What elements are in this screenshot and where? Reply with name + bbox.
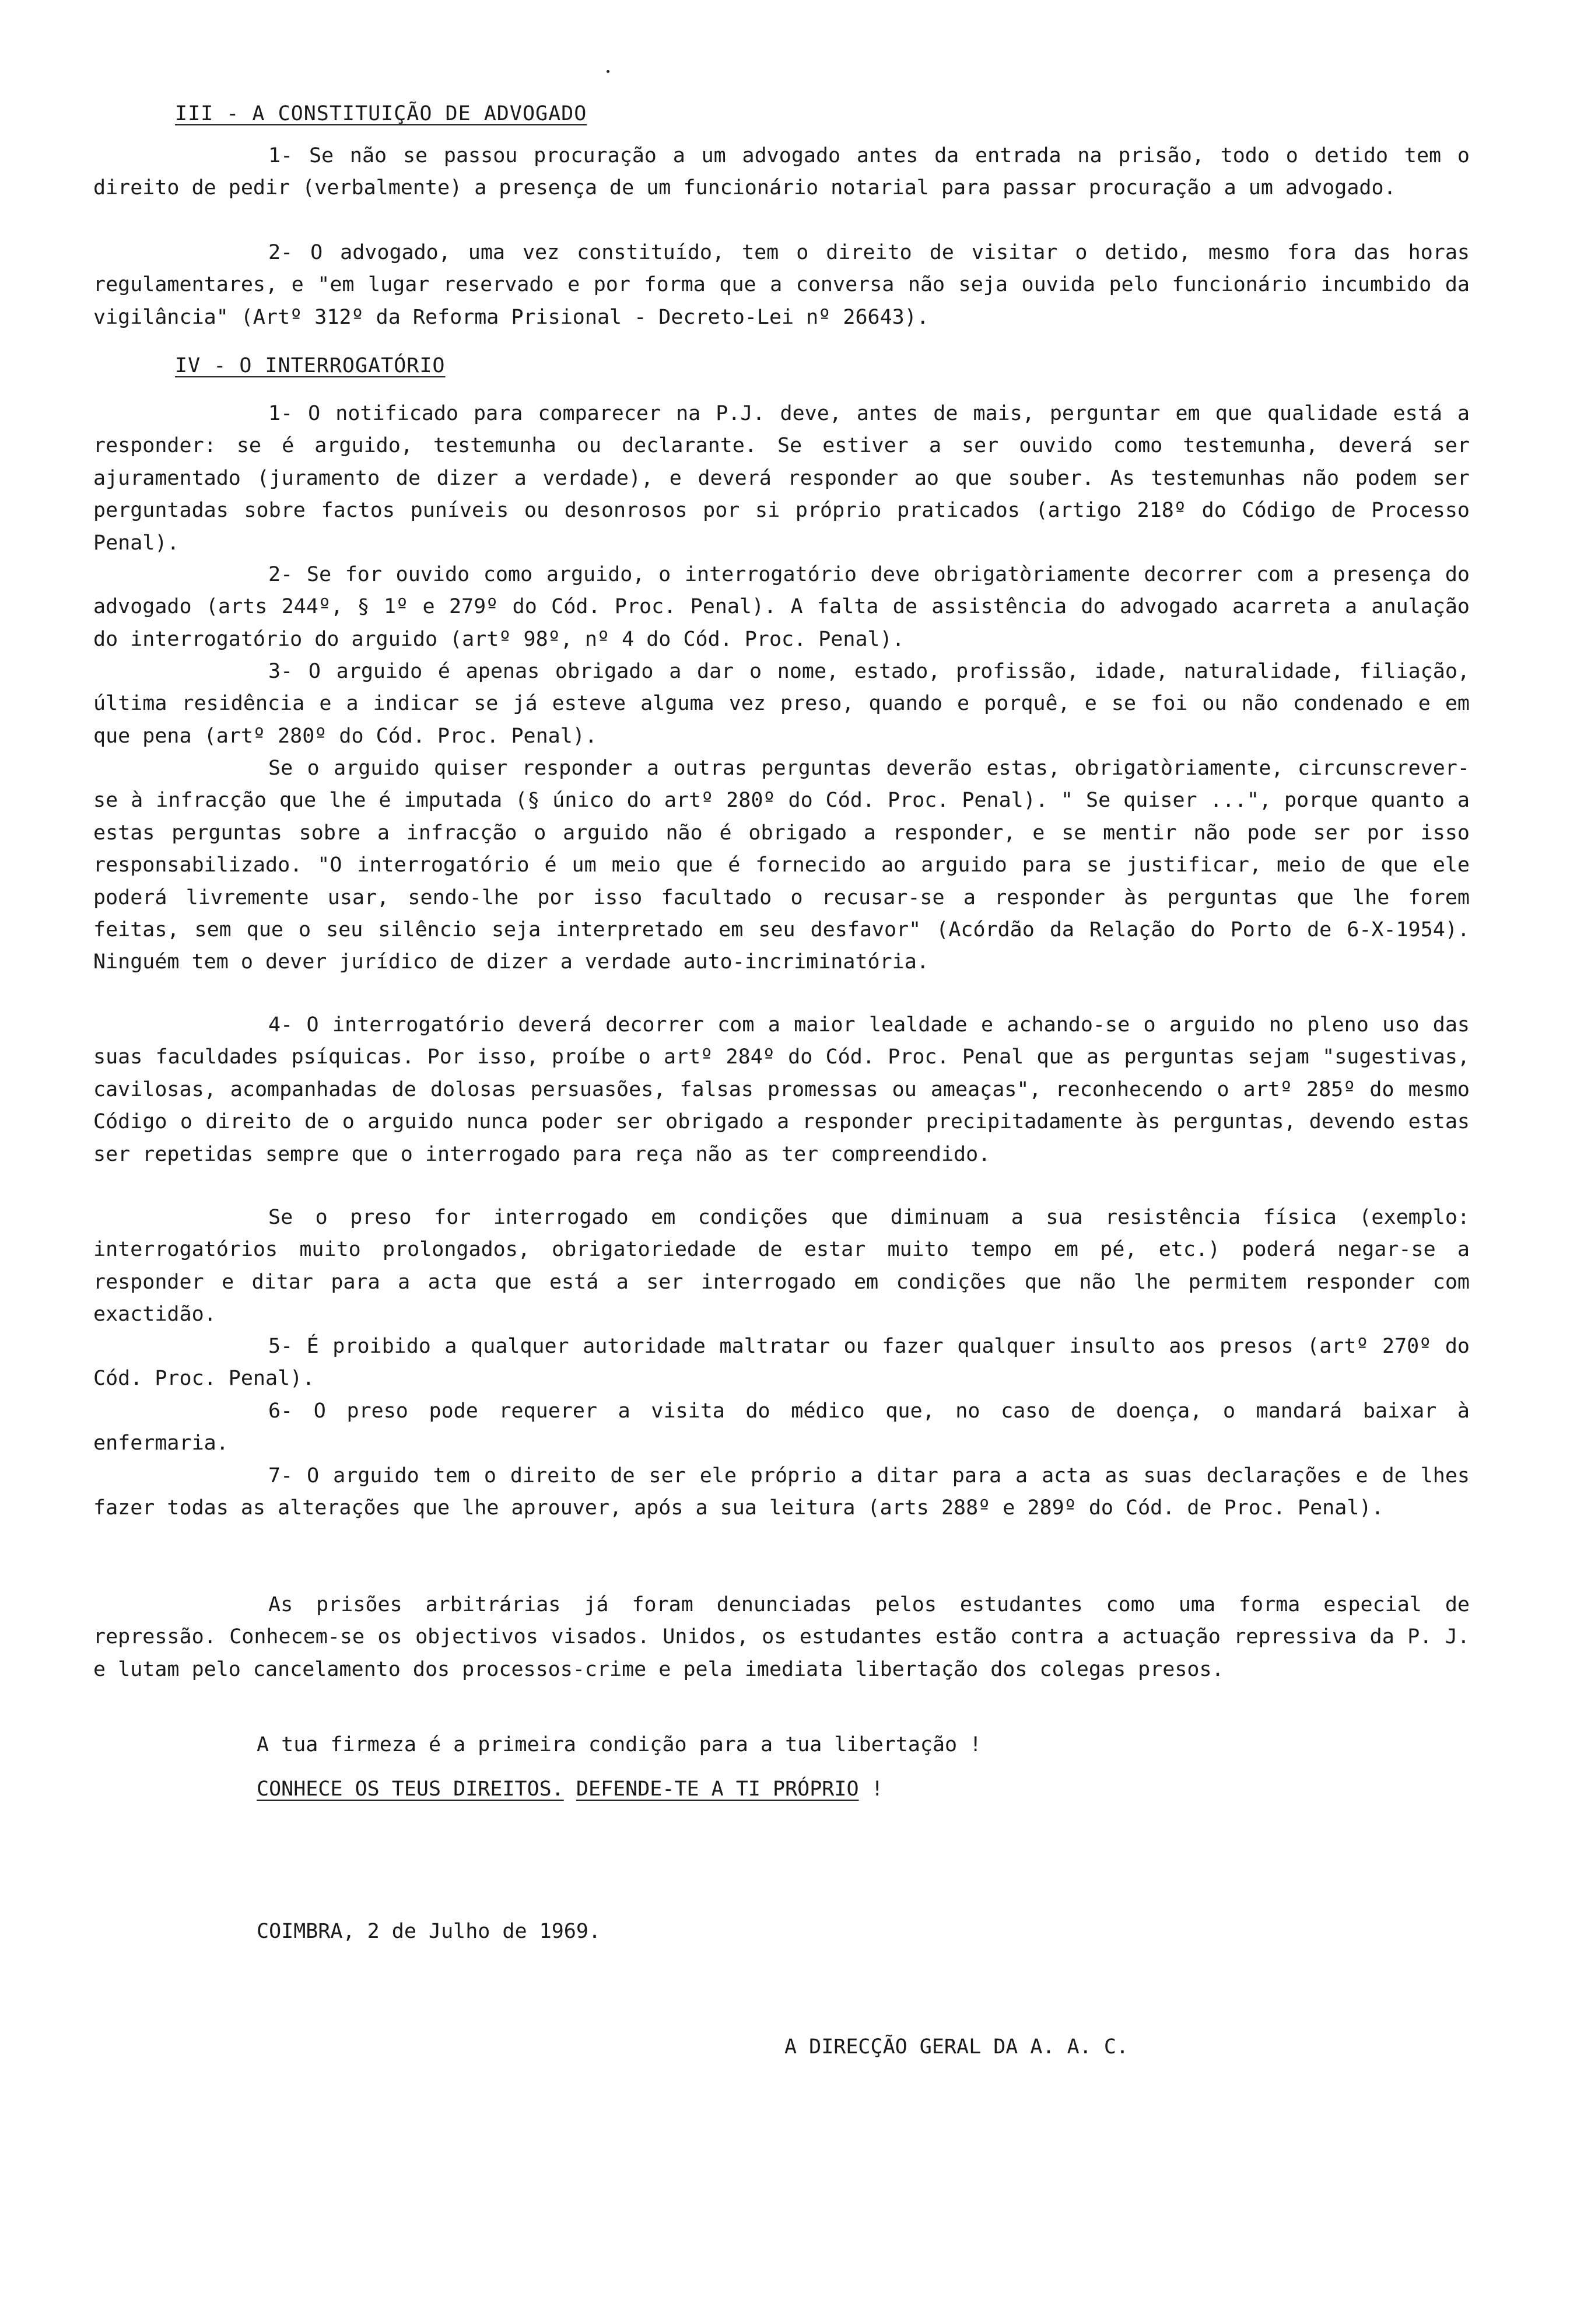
section-heading-interrogatorio (175, 350, 446, 382)
paragraph-4-3-continued: Se o arguido quiser responder a outras perguntas deverão estas, obrigatòriamente, circunscrever-se à infracção que lhe é imputada (§ único do artº 280º do Cód. Proc. Penal). " Se quiser ...", porque quanto a estas perguntas sobre a infracção o arguido não é obrigado a responder, e se mentir não pode ser por isso responsabilizado. "O interrogatório é um meio que é fornecido ao arguido para se justificar, meio de que ele poderá livremente usar, sendo-lhe por isso facultado o recusar-se a responder às perguntas que lhe forem feitas, sem que o seu silêncio seja interpretado em seu desfavor" (Acórdão da Relação do Porto de 6-X-1954). Ninguém tem o dever jurídico de dizer a verdade auto-incriminatória. (93, 757, 1470, 974)
paragraph-4-4: 4- O interrogatório deverá decorrer com a maior lealdade e achando-se o arguido no pleno uso das suas faculdades psíquicas. Por isso, proíbe o artº 284º do Cód. Proc. Penal que as perguntas sejam "sugestivas, cavilosas, acompanhadas de dolosas persuasões, falsas promessas ou ameaças", reconhecendo o artº 285º do mesmo Código o direito de o arguido nunca poder ser obrigado a responder precipitadamente às perguntas, devendo estas ser repetidas sempre que o interrogado para reça não as ter compreendido. (93, 1013, 1470, 1166)
paragraph-4-7: 7- O arguido tem o direito de ser ele próprio a ditar para a acta as suas declarações e de lhes fazer todas as alterações que lhe aprouver, após a sua leitura (arts 288º e 289º do Cód. de Proc. Penal). (93, 1464, 1470, 1520)
slogan-part-1: CONHECE OS TEUS DIREITOS. (257, 1777, 564, 1801)
paragraph-4-5: 5- É proibido a qualquer autoridade maltratar ou fazer qualquer insulto aos presos (artº 270º do Cód. Proc. Penal). (93, 1335, 1470, 1391)
paragraph-4-1: 1- O notificado para comparecer na P.J. deve, antes de mais, perguntar em que qualidade está a responder: se é arguido, testemunha ou declarante. Se estiver a ser ouvido como testemunha, deverá ser ajuramentado (juramento de dizer a verdade), e deverá responder ao que souber. As testemunhas não podem ser perguntadas sobre factos puníveis ou desonrosos por si próprio praticados (artigo 218º do Código de Processo Penal). (93, 402, 1470, 555)
slogan-exclamation: ! (871, 1777, 884, 1801)
paragraph-3-1: 1- Se não se passou procuração a um advogado antes da entrada na prisão, todo o detido tem o direito de pedir (verbalmente) a presença de um funcionário notarial para passar procuração a um advogado. (93, 144, 1470, 200)
paragraph-4-2: 2- Se for ouvido como arguido, o interrogatório deve obrigatòriamente decorrer com a presença do advogado (arts 244º, § 1º e 279º do Cód. Proc. Penal). A falta de assistência do advogado acarreta a anulação do interrogatório do arguido (artº 98º, nº 4 do Cód. Proc. Penal). (93, 563, 1470, 651)
slogan-line (257, 1773, 884, 1805)
motto-line: A tua firmeza é a primeira condição para a tua libertação ! (257, 1733, 982, 1756)
paragraph-3-2: 2- O advogado, uma vez constituído, tem o direito de visitar o detido, mesmo fora das horas regulamentares, e "em lugar reservado e por forma que a conversa não seja ouvida pelo funcionário incumbido da vigilância" (Artº 312º da Reforma Prisional - Decreto-Lei nº 26643). (93, 241, 1470, 329)
paragraph-4-3: 3- O arguido é apenas obrigado a dar o nome, estado, profissão, idade, naturalidade, filiação, última residência e a indicar se já esteve alguma vez preso, quando e porquê, e se foi ou não condenado e em que pena (artº 280º do Cód. Proc. Penal). (93, 660, 1470, 748)
slogan-part-2: DEFENDE-TE A TI PRÓPRIO (576, 1777, 859, 1801)
ink-speck (607, 70, 609, 73)
closing-paragraph: As prisões arbitrárias já foram denunciadas pelos estudantes como uma forma especial de repressão. Conhecem-se os objectivos visados. Unidos, os estudantes estão contra a actuação repressiva da P. J. e lutam pelo cancelamento dos processos-crime e pela imediata libertação dos colegas presos. (93, 1593, 1470, 1681)
dateline: COIMBRA, 2 de Julho de 1969. (257, 1920, 601, 1943)
section-heading-text: IV - O INTERROGATÓRIO (175, 354, 446, 377)
section-heading-constituicao (175, 98, 587, 130)
section-heading-text: III - A CONSTITUIÇÃO DE ADVOGADO (175, 102, 587, 125)
paragraph-4-6: 6- O preso pode requerer a visita do médico que, no caso de doença, o mandará baixar à enfermaria. (93, 1399, 1470, 1455)
paragraph-4-4-continued: Se o preso for interrogado em condições que diminuam a sua resistência física (exemplo: interrogatórios muito prolongados, obrigatoriedade de estar muito tempo em pé, etc.) poderá negar-se a responder e ditar para a acta que está a ser interrogado em condições que não lhe permitem responder com exactidão. (93, 1206, 1470, 1326)
signature-line: A DIRECÇÃO GERAL DA A. A. C. (784, 2035, 1129, 2059)
